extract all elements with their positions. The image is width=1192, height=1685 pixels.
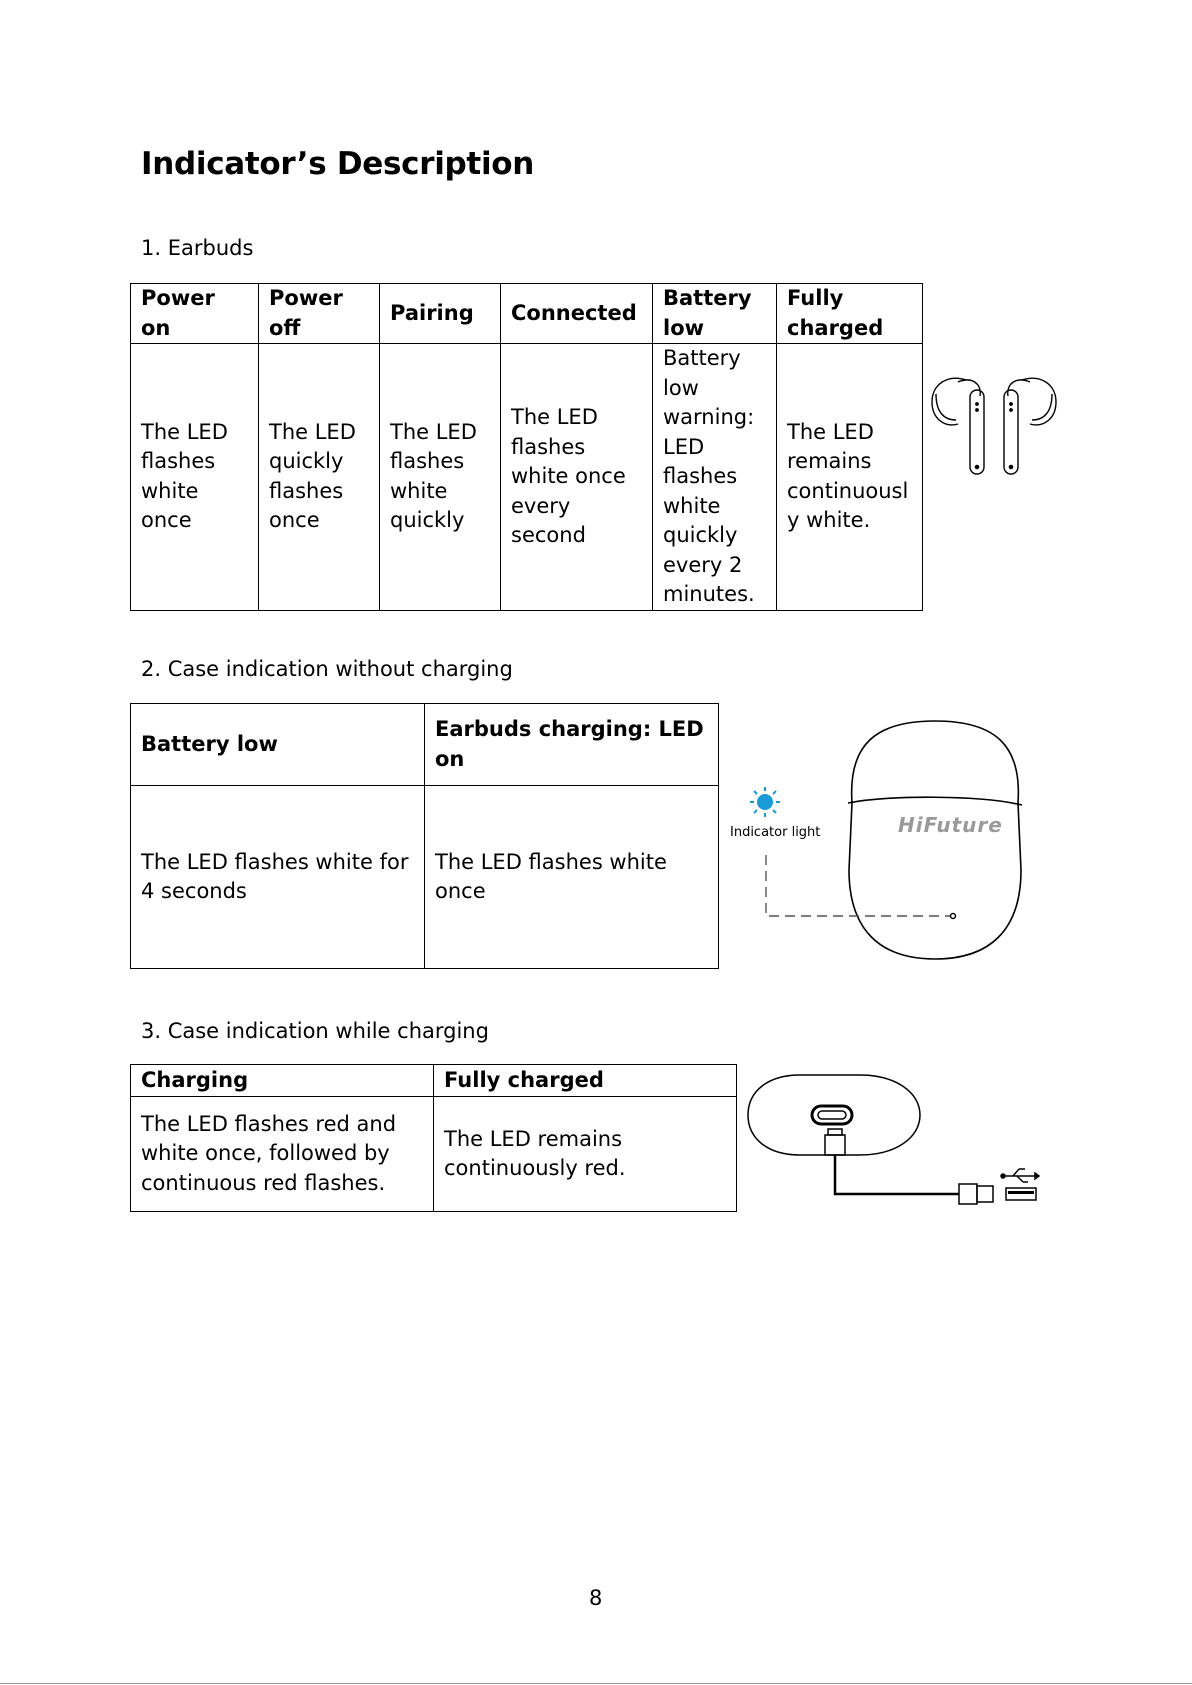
section-heading-case-charging: 3. Case indication while charging [141, 1019, 489, 1043]
cell-fully-charged: The LED remains continuously white. [777, 344, 923, 611]
header-battery-low: Battery low [131, 704, 425, 786]
cell-pairing: The LED flashes white quickly [380, 344, 501, 611]
header-pairing: Pairing [380, 284, 501, 344]
page-bottom-border [0, 1683, 1192, 1684]
header-fully-charged: Fully charged [777, 284, 923, 344]
case-indicator-illustration [720, 715, 1070, 965]
case-no-charging-table [130, 703, 719, 969]
header-power-on: Power on [131, 284, 259, 344]
table-row [131, 344, 923, 611]
page-number: 8 [589, 1586, 603, 1610]
header-connected: Connected [501, 284, 653, 344]
header-fully-charged: Fully charged [434, 1065, 737, 1097]
section-heading-earbuds: 1. Earbuds [141, 236, 254, 260]
table-header-row [131, 704, 719, 786]
table-header-row [131, 1065, 737, 1097]
case-charging-table [130, 1064, 737, 1212]
table-row [131, 1097, 737, 1212]
cell-battery-low: Battery low warning: LED flashes white quickly every 2 minutes. [653, 344, 777, 611]
header-charging: Charging [131, 1065, 434, 1097]
header-earbuds-charging: Earbuds charging: LED on [425, 704, 719, 786]
usb-icon [1001, 1169, 1039, 1182]
header-battery-low: Battery low [653, 284, 777, 344]
header-power-off: Power off [259, 284, 380, 344]
page-title: Indicator’s Description [141, 146, 535, 182]
cell-battery-low: The LED flashes white for 4 seconds [131, 786, 425, 969]
charging-case-drawing [720, 715, 1070, 965]
cell-fully-charged: The LED remains continuously red. [434, 1097, 737, 1212]
cell-charging: The LED flashes red and white once, followed by continuous red flashes. [131, 1097, 434, 1212]
indicator-light-label: Indicator light [730, 825, 821, 840]
table-row [131, 786, 719, 969]
earbuds-table [130, 283, 923, 611]
earbuds-illustration [928, 372, 1060, 478]
indicator-light-icon [750, 787, 780, 817]
brand-logo: HiFuture [898, 813, 1003, 837]
table-header-row [131, 284, 923, 344]
charging-cable-illustration [745, 1070, 1045, 1210]
cell-earbuds-charging: The LED flashes white once [425, 786, 719, 969]
cell-power-off: The LED quickly flashes once [259, 344, 380, 611]
cell-power-on: The LED flashes white once [131, 344, 259, 611]
cell-connected: The LED flashes white once every second [501, 344, 653, 611]
section-heading-case-no-charging: 2. Case indication without charging [141, 657, 513, 681]
